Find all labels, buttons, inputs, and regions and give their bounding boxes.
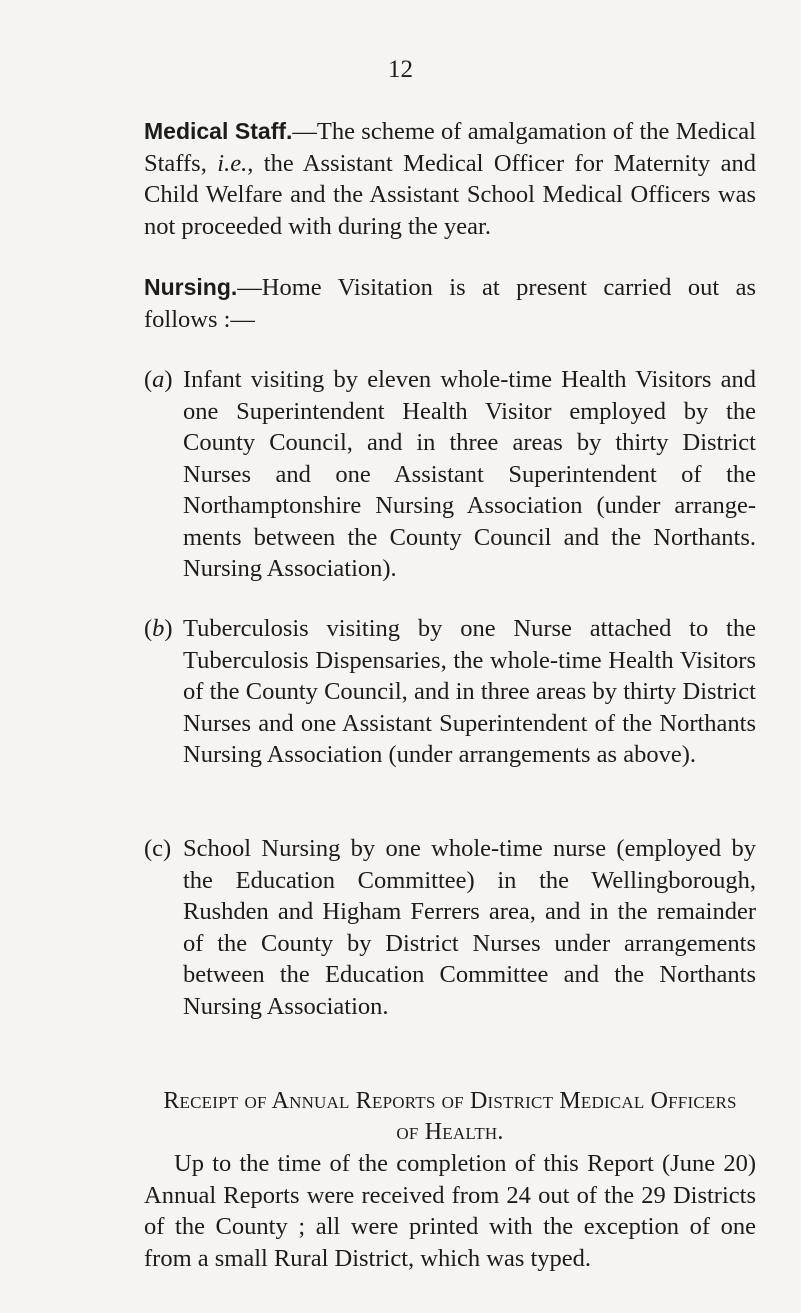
item-marker-b: (b) xyxy=(144,615,173,642)
receipt-paragraph: Up to the time of the completion of this Report (June 20) Annual Reports were received from 24 out of the 29 Districts of the County ; all were printed with the exception of one from a small Rural District, which was typed. xyxy=(144,1150,756,1272)
nursing-item-a-text: Infant visiting by eleven whole-time Health Visitors and one Superintendent Health Visitor employed by the County Council, and in three areas by thirty District Nurses and one Assistant Superintendent of the Northamptonshire Nursing Association (under arrangements between the County Council and the Northants. Nursing Association). xyxy=(183,366,756,582)
nursing-intro-text: —Home Visitation is at present carried out as follows :— xyxy=(144,274,756,333)
item-marker-c: (c) xyxy=(144,835,172,862)
receipt-title-line-1: Receipt of Annual Reports of District Medical Officers xyxy=(163,1088,737,1114)
medical-staff-text-2: , the Assistant Medical Officer for Maternity and Child Welfare and the Assistant School Medical Officers was not proceeded with during the year. xyxy=(144,149,757,240)
medical-staff-text: —The scheme of amalgamation of the Medical Staffs, xyxy=(144,118,756,177)
medical-staff-italic: i.e. xyxy=(217,149,248,177)
receipt-section-title xyxy=(144,1086,756,1148)
nursing-paragraph xyxy=(144,272,756,335)
medical-staff-paragraph xyxy=(144,116,756,242)
page-number: 12 xyxy=(388,56,413,83)
nursing-heading: Nursing. xyxy=(144,274,238,300)
nursing-item-b-text: Tuberculosis visiting by one Nurse attached to the Tuberculosis Dispensaries, the whole-time Health Visitors of the County Council, and in three areas by thirty District Nurses and one Assistant Superintendent of the Northants Nursing Association (under arrangements as above). xyxy=(183,615,756,768)
nursing-item-c xyxy=(144,833,756,1022)
item-marker-a: (a) xyxy=(144,366,173,393)
receipt-title-line-2: of Health. xyxy=(396,1119,504,1145)
nursing-item-a xyxy=(144,364,756,585)
nursing-item-b xyxy=(144,613,756,771)
medical-staff-heading: Medical Staff. xyxy=(144,118,293,144)
nursing-item-c-text: School Nursing by one whole-time nurse (employed by the Education Committee) in the Wellingborough, Rushden and Higham Ferrers area, and in the remainder of the County by District Nurses under arrangements between the Education Committee and the Northants Nursing Association. xyxy=(183,835,756,1020)
